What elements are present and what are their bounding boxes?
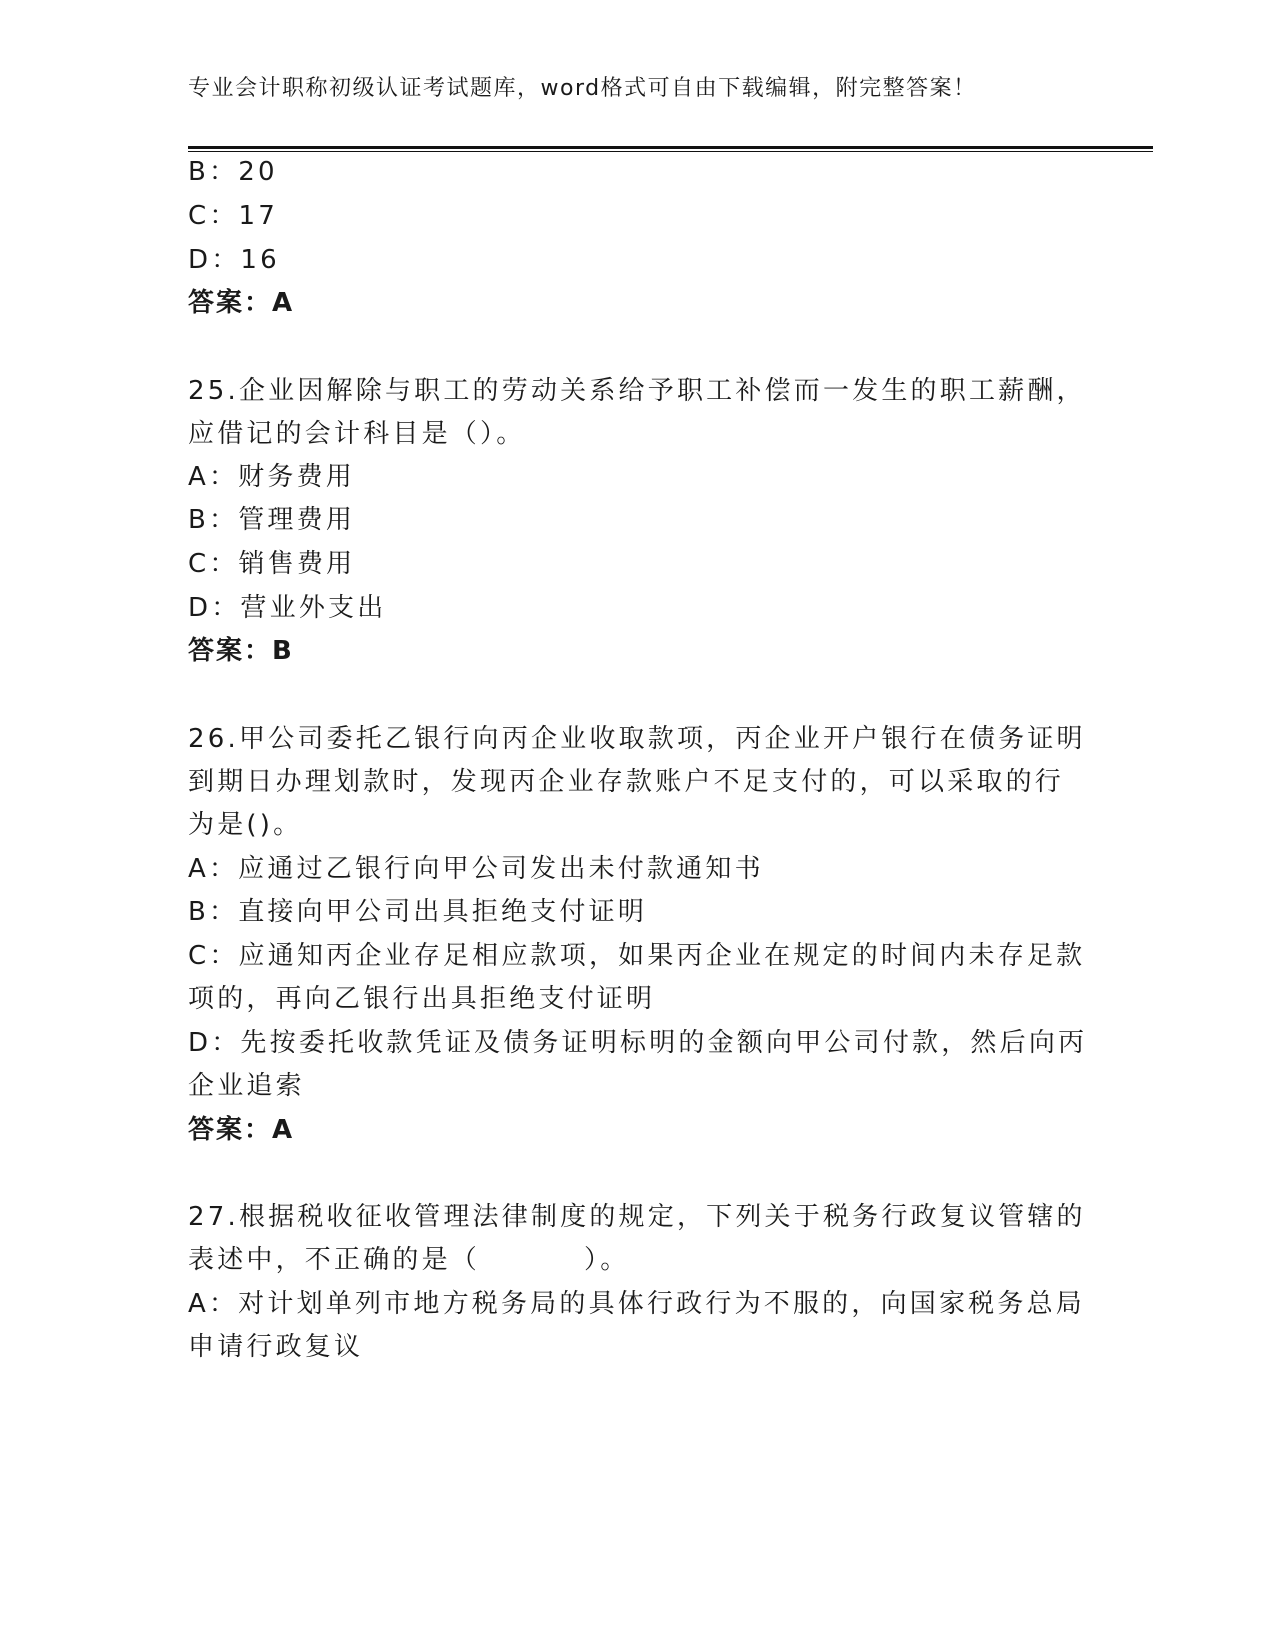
answer: 答案：A: [188, 288, 295, 318]
question-stem: 26.甲公司委托乙银行向丙企业收取款项，丙企业开户银行在债务证明: [188, 724, 1086, 754]
question-stem: 25.企业因解除与职工的劳动关系给予职工补偿而一发生的职工薪酬，: [188, 376, 1086, 406]
option-d: D：16: [188, 245, 280, 275]
question-stem: 应借记的会计科目是（）。: [188, 419, 526, 449]
option-a: A：应通过乙银行向甲公司发出未付款通知书: [188, 854, 764, 884]
question-stem: 27.根据税收征收管理法律制度的规定，下列关于税务行政复议管辖的: [188, 1202, 1086, 1232]
question-stem: 到期日办理划款时，发现丙企业存款账户不足支付的，可以采取的行: [188, 767, 1065, 797]
option-c: C：17: [188, 201, 279, 231]
option-b: B：20: [188, 157, 278, 187]
option-a: A：对计划单列市地方税务局的具体行政行为不服的，向国家税务总局: [188, 1289, 1085, 1319]
option-a-continued: 申请行政复议: [188, 1332, 364, 1362]
question-stem: 为是()。: [188, 810, 303, 840]
option-d: D：营业外支出: [188, 593, 387, 623]
option-b: B：直接向甲公司出具拒绝支付证明: [188, 897, 648, 927]
answer: 答案：B: [188, 636, 294, 666]
header-rule-thin: [188, 151, 1153, 152]
option-c-continued: 项的，再向乙银行出具拒绝支付证明: [188, 984, 656, 1014]
option-a: A：财务费用: [188, 462, 355, 492]
option-c: C：应通知丙企业存足相应款项，如果丙企业在规定的时间内未存足款: [188, 941, 1086, 971]
option-c: C：销售费用: [188, 549, 356, 579]
option-b: B：管理费用: [188, 505, 356, 535]
question-stem: 表述中，不正确的是（ ）。: [188, 1245, 630, 1275]
option-d-continued: 企业追索: [188, 1071, 305, 1101]
answer: 答案：A: [188, 1115, 295, 1145]
option-d: D：先按委托收款凭证及债务证明标明的金额向甲公司付款，然后向丙: [188, 1028, 1088, 1058]
page-header: 专业会计职称初级认证考试题库，word格式可自由下载编辑，附完整答案！: [188, 76, 977, 101]
header-rule-thick: [188, 146, 1153, 149]
